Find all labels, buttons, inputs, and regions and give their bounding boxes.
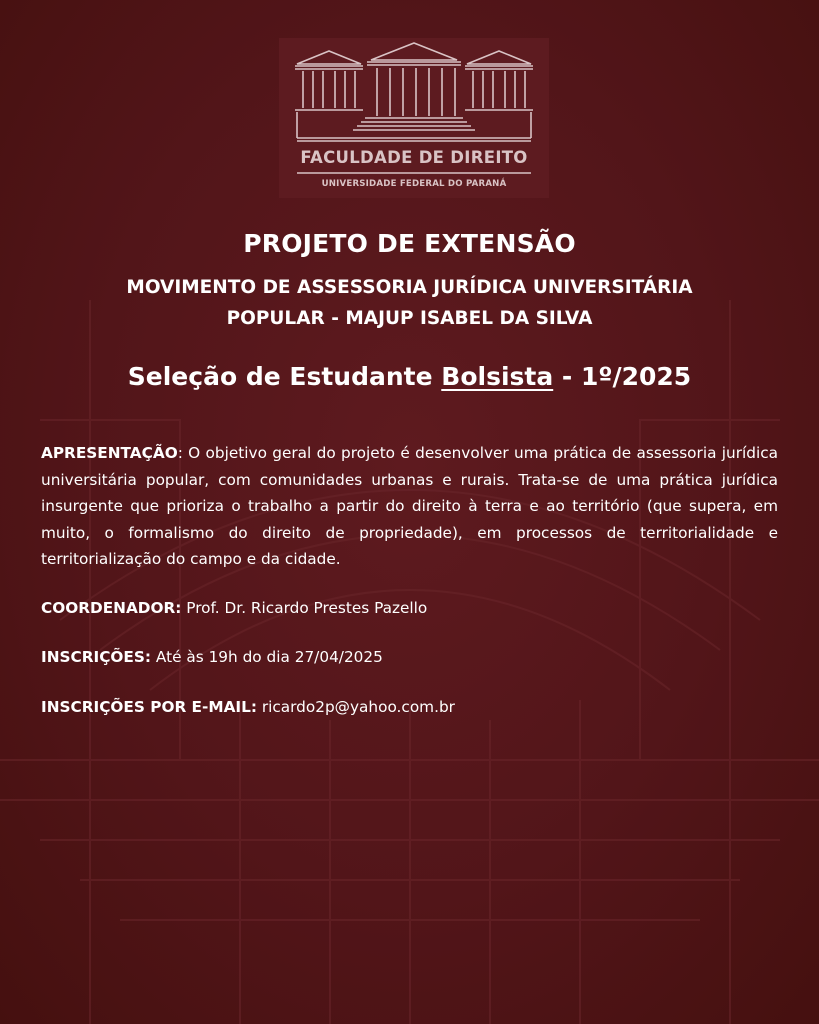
- coordenador-label: COORDENADOR:: [41, 598, 182, 617]
- page-title: PROJETO DE EXTENSÃO: [243, 229, 576, 258]
- apresentacao-text: : O objetivo geral do projeto é desenvolver uma prática de assessoria jurídica universitária popular, com comunidades urbanas e rurais. Trata-se de uma prática jurídica insurgente que prioriza o trabalho a partir do direito à terra e ao território (que supera, em muito, o formalismo do direito de propriedade), em processos de territorialidade e territorialização do campo e da cidade.: [41, 444, 778, 568]
- faculty-logo: [279, 38, 549, 198]
- logo-university-name: UNIVERSIDADE FEDERAL DO PARANÁ: [321, 179, 507, 189]
- selection-suffix: - 1º/2025: [553, 362, 692, 391]
- selection-underlined: Bolsista: [441, 362, 554, 391]
- project-name-line2: POPULAR - MAJUP ISABEL DA SILVA: [226, 308, 593, 329]
- apresentacao-paragraph: [41, 440, 778, 573]
- selection-prefix: Seleção de Estudante: [127, 362, 442, 391]
- logo-faculty-name: FACULDADE DE DIREITO: [300, 148, 528, 167]
- coordenador-value: Prof. Dr. Ricardo Prestes Pazello: [181, 598, 428, 617]
- email-value: ricardo2p@yahoo.com.br: [256, 697, 455, 716]
- apresentacao-label: APRESENTAÇÃO: [41, 444, 178, 462]
- info-content: [41, 440, 778, 720]
- email-label: INSCRIÇÕES POR E-MAIL:: [41, 697, 257, 716]
- email-line: [41, 694, 778, 721]
- inscricoes-label: INSCRIÇÕES:: [41, 648, 152, 666]
- selection-heading: [0, 362, 819, 391]
- project-name-line1: MOVIMENTO DE ASSESSORIA JURÍDICA UNIVERSITÁRIA: [126, 277, 693, 298]
- building-logo-icon: [279, 38, 549, 198]
- project-name: [60, 272, 759, 334]
- coordenador-line: [41, 595, 778, 622]
- inscricoes-line: [41, 644, 778, 671]
- inscricoes-value: Até às 19h do dia 27/04/2025: [151, 648, 383, 666]
